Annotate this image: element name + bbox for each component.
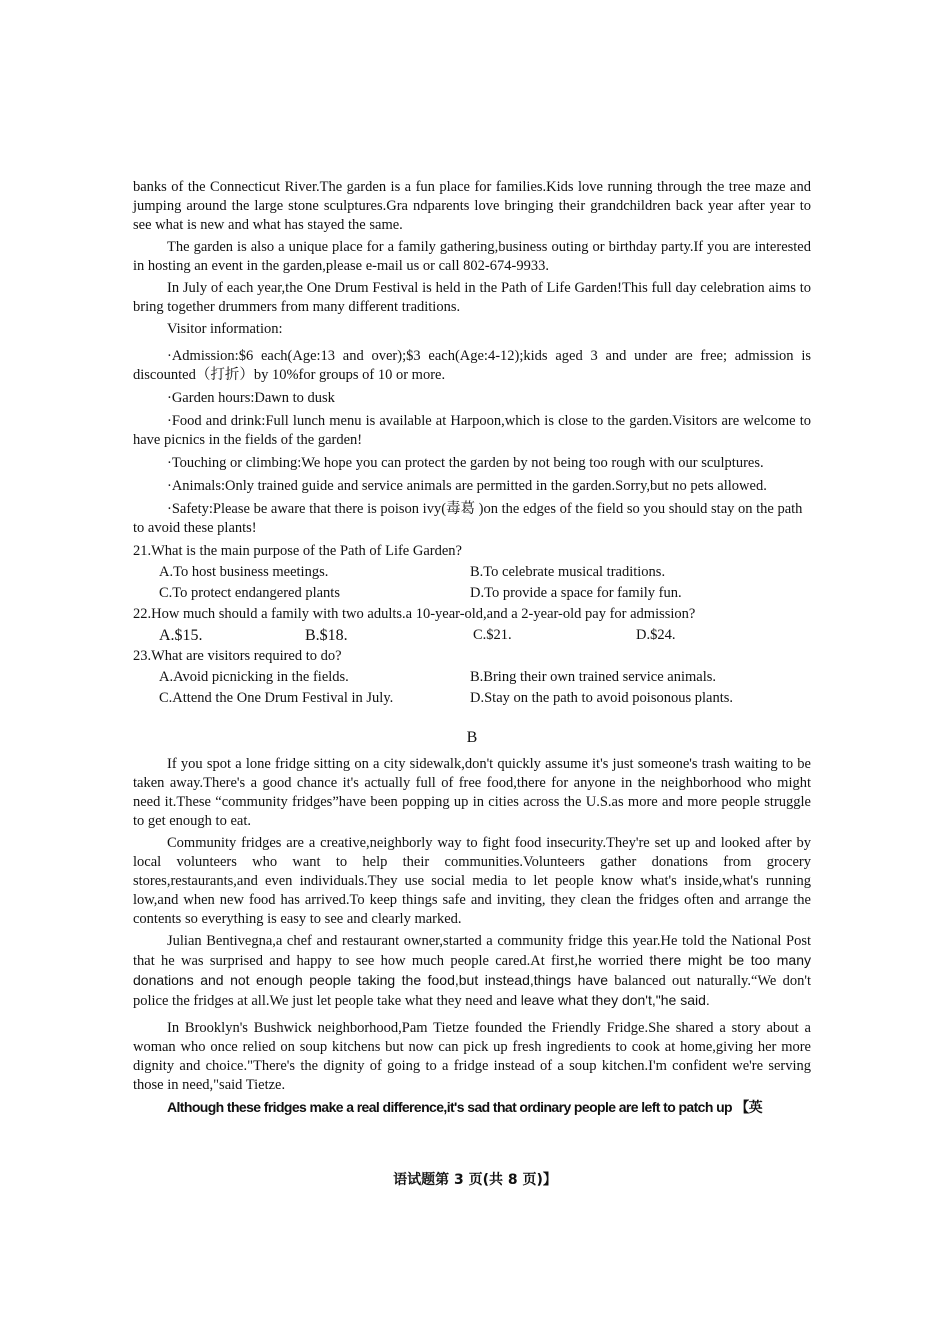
option-c: C.$21. [473,627,512,643]
option-d: D.$24. [636,627,676,643]
passage-b-paragraph-4: In Brooklyn's Bushwick neighborhood,Pam Tietze founded the Friendly Fridge.She shared a story about a woman who once relied on soup kitchens but now can pick up fresh ingredients to cook at home,giving her more dignity and choice."There's the dignity of going to a fridge instead of a soup kitchen.I'm confident we're serving those in need,"said Tietze. [133,1020,811,1093]
option-c: C.Attend the One Drum Festival in July. [159,690,394,706]
option-a: A.$15. [159,627,203,644]
passage-b-paragraph-3 [133,932,811,1011]
passage-b-paragraph-1: If you spot a lone fridge sitting on a city sidewalk,don't quickly assume it's just someone's trash waiting to be taken away.There's a good chance it's actually full of free food,there for anyone in the neighborhood who might need it.These “community fridges”have been popping up in cities across the U.S.as more and more people struggle to get enough to eat. [133,756,811,829]
document-page [133,178,811,1120]
option-b: B.$18. [305,627,348,644]
question-21-options [133,563,811,582]
passage-b-paragraph-5: Although these fridges make a real difference,it's sad that ordinary people are left to patch up 【英 [167,1099,763,1115]
question-23-stem: 23.What are visitors required to do? [133,648,342,664]
option-d: D.Stay on the path to avoid poisonous plants. [470,690,733,706]
p3-part-4: leave what they don't,"he said. [520,992,710,1008]
animals-info: ·Animals:Only trained guide and service animals are permitted in the garden.Sorry,but no pets allowed. [167,478,767,494]
p3-part-2: there might be too many donations and not enough people taking the food,but instead,things have [133,952,811,988]
option-a: A.Avoid picnicking in the fields. [159,669,349,685]
safety-info: ·Safety:Please be aware that there is poison ivy(毒葛 )on the edges of the field so you should stay on the path to avoid these plants! [133,501,803,536]
passage-a-paragraph-3: In July of each year,the One Drum Festival is held in the Path of Life Garden!This full day celebration aims to bring together drummers from many different traditions. [133,280,811,315]
question-22-options [133,626,811,645]
question-21-stem: 21.What is the main purpose of the Path of Life Garden? [133,543,462,559]
touching-info: ·Touching or climbing:We hope you can protect the garden by not being too rough with our sculptures. [167,455,764,471]
option-a: A.To host business meetings. [159,564,329,580]
question-23-options-2 [133,689,811,708]
question-23-options [133,668,811,687]
option-d: D.To provide a space for family fun. [470,585,682,601]
food-drink-info: ·Food and drink:Full lunch menu is available at Harpoon,which is close to the garden.Visitors are welcome to have picnics in the fields of the garden! [133,413,811,448]
p3-part-3: balanced out naturally.“We don't police the fridges at all.We just let people take what they need and [133,973,811,1009]
option-b: B.To celebrate musical traditions. [470,564,666,580]
p3-part-1: Julian Bentivegna,a chef and restaurant owner,started a community fridge this year.He told the National Post that he was surprised and happy to see how much people cared.At first,he worried [133,933,811,969]
question-22-stem: 22.How much should a family with two adults.a 10-year-old,and a 2-year-old pay for admission? [133,606,696,622]
question-21-options-2 [133,584,811,603]
passage-a-paragraph-1: banks of the Connecticut River.The garden is a fun place for families.Kids love running through the tree maze and jumping around the large stone sculptures.Gra ndparents love bringing their grandchildren back year after year to see what is new and what has stayed the same. [133,179,811,233]
page-footer: 语试题第 3 页(共 8 页)】 [393,1172,557,1188]
garden-hours-info: ·Garden hours:Dawn to dusk [167,390,335,406]
passage-a-paragraph-2: The garden is also a unique place for a family gathering,business outing or birthday party.If you are interested in hosting an event in the garden,please e-mail us or call 802-674-9933. [133,239,811,274]
admission-info: ·Admission:$6 each(Age:13 and over);$3 each(Age:4-12);kids aged 3 and under are free; admission is discounted（打折）by 10%for groups of 10 or more. [133,348,811,383]
option-c: C.To protect endangered plants [159,585,340,601]
section-b-heading: B [466,729,478,746]
option-b: B.Bring their own trained service animals. [470,669,717,685]
visitor-info-heading: Visitor information: [167,321,283,337]
passage-b-paragraph-2: Community fridges are a creative,neighborly way to fight food insecurity.They're set up and looked after by local volunteers who want to help their communities.Volunteers gather donations from grocery stores,restaurants,and even individuals.They use social media to let people know what's inside,what's running low,and when new food has arrived.To keep things safe and inviting, they clean the fridges often and arrange the contents so everything is easy to see and clearly marked. [133,835,811,927]
